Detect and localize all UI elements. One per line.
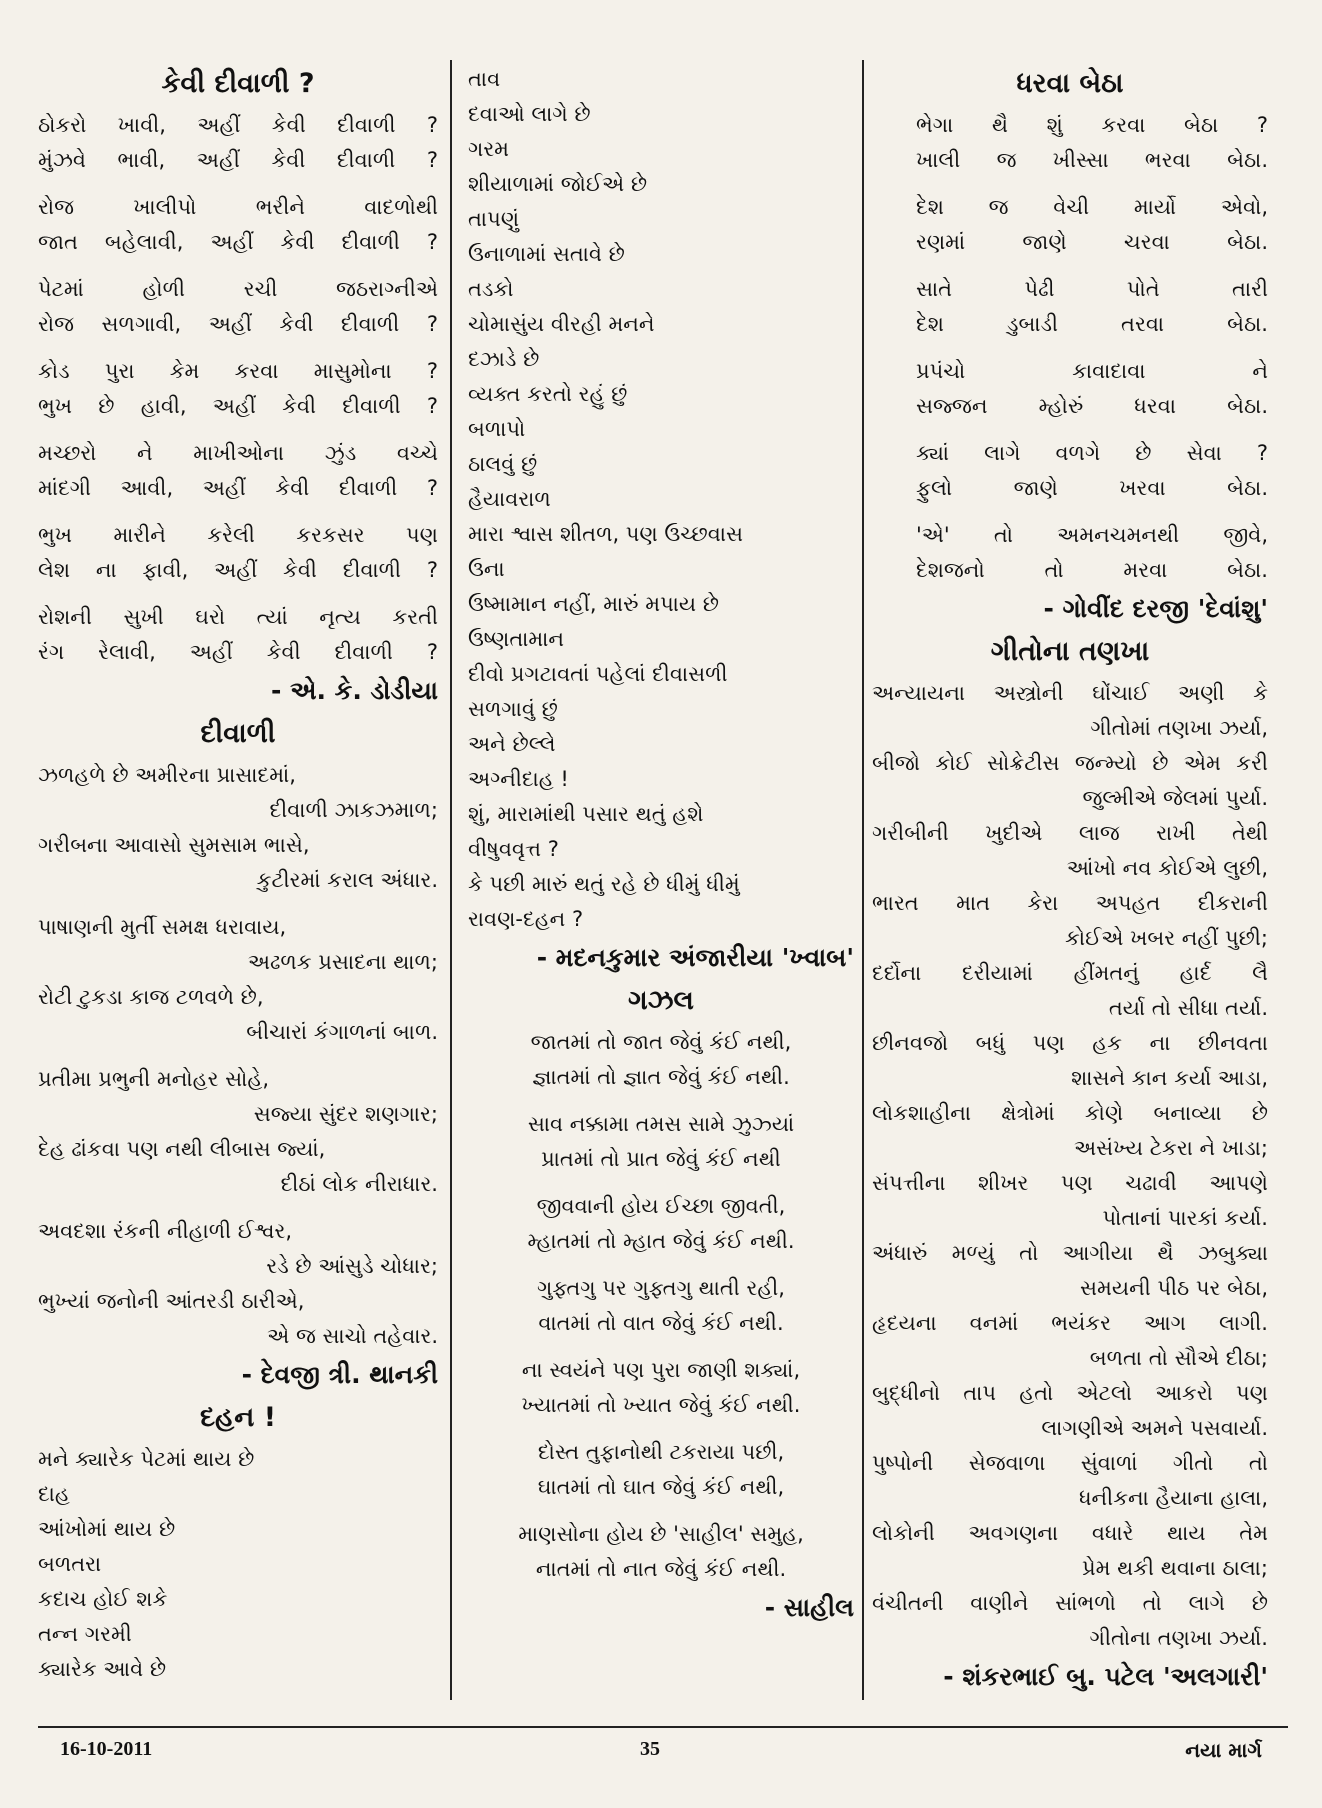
poem-line: શું, મારામાંથી પસાર થતું હશે <box>468 802 704 826</box>
poem-line: વાતમાં તો વાત જેવું કંઈ નથી. <box>538 1311 784 1335</box>
poem-line: બળતરા <box>38 1552 102 1576</box>
poem <box>872 636 1268 1692</box>
poem <box>38 718 438 1390</box>
poem-author: - સાહીલ <box>764 1593 854 1622</box>
poem-line: ઘાતમાં તો ઘાત જેવું કંઈ નથી, <box>537 1475 785 1499</box>
poem-line: અન્યાયના અસ્ત્રોની ઘોંચાઈ અણી કે <box>872 681 1268 705</box>
poem-line: ઉનાળામાં સતાવે છે <box>468 242 625 266</box>
poem-line: મારા શ્વાસ શીતળ, પણ ઉચ્છવાસ <box>468 522 744 546</box>
poem-line: દવાઓ લાગે છે <box>468 102 591 126</box>
poem-line: પુષ્પોની સેજવાળા સુંવાળાં ગીતો તો <box>872 1451 1268 1475</box>
poem-line: મચ્છરો ને માખીઓના ઝુંડ વચ્ચે <box>38 441 438 465</box>
poem-line: બળતા તો સૌએ દીઠા; <box>1089 1346 1268 1370</box>
poem-line: સળગાવું છું <box>468 697 558 721</box>
poem <box>468 62 854 973</box>
poem-line: ગરીબીની ખુદીએ લાજ રાખી તેથી <box>872 821 1268 845</box>
poem-line: બીચારાં કંગાળનાં બાળ. <box>246 1020 438 1044</box>
poem-line: રંગ રેલાવી, અહીં કેવી દીવાળી ? <box>38 640 438 664</box>
poem-line: જુલ્મીએ જેલમાં પુર્યા. <box>1082 786 1268 810</box>
poem-line: દોસ્ત તુફાનોથી ટકરાયા પછી, <box>537 1440 785 1464</box>
poem-line: સમયની પીઠ પર બેઠા, <box>1080 1276 1268 1300</box>
poem-line: રડે છે આંસુડે ચોધાર; <box>266 1254 438 1278</box>
poem-line: ગીતોમાં તણખા ઝર્યા, <box>1090 716 1268 740</box>
poem-line: અઢળક પ્રસાદના થાળ; <box>247 950 438 974</box>
poem-line: બળાપો <box>468 417 526 441</box>
poem-line: કોડ પુરા કેમ કરવા માસુમોના ? <box>38 359 438 383</box>
poem-line: ભુખ મારીને કરેલી કરકસર પણ <box>38 523 438 547</box>
poem-line: દીવો પ્રગટાવતાં પહેલાં દીવાસળી <box>468 662 728 686</box>
column-2 <box>468 62 854 1635</box>
footer-divider <box>38 1726 1288 1728</box>
poem-line: એ જ સાચો તહેવાર. <box>267 1324 438 1348</box>
poem <box>38 68 438 706</box>
poem-title: કેવી દીવાળી ? <box>161 68 315 99</box>
poem-line: ધનીકના હૈયાના હાલા, <box>1078 1486 1268 1510</box>
poem-line: તાપણું <box>468 207 520 231</box>
poem-line: રોજ સળગાવી, અહીં કેવી દીવાળી ? <box>38 312 438 336</box>
poem <box>468 985 854 1623</box>
page-number: 35 <box>640 1738 660 1760</box>
poem-line: સજ્યા સુંદર શણગાર; <box>253 1102 438 1126</box>
poem-line: ભેગા થૈ શું કરવા બેઠા ? <box>916 113 1268 137</box>
poem-line: મુંઝવે ભાવી, અહીં કેવી દીવાળી ? <box>38 148 438 172</box>
poem-author: - દેવજી ત્રી. થાનકી <box>241 1360 438 1389</box>
magazine-name: નયા માર્ગ <box>1185 1738 1262 1762</box>
column-3 <box>872 62 1268 1704</box>
poem-line: અંધારું મળ્યું તો આગીયા થૈ ઝબુક્યા <box>872 1241 1268 1265</box>
poem-line: ભુખ્યાં જનોની આંતરડી ઠારીએ, <box>38 1289 305 1313</box>
poem-line: ઝળહળે છે અમીરના પ્રાસાદમાં, <box>38 763 296 787</box>
poem-line: પ્રેમ થકી થવાના ઠાલા; <box>1081 1556 1268 1580</box>
poem-line: કુટીરમાં કરાલ અંધાર. <box>256 868 438 892</box>
poem-line: ભારત માત કેરા અપહત દીકરાની <box>872 891 1268 915</box>
poem-title: દીવાળી <box>200 718 276 749</box>
poem-line: રાવણ-દહન ? <box>468 907 584 931</box>
poem-line: મ્હાતમાં તો મ્હાત જેવું કંઈ નથી. <box>527 1229 795 1253</box>
poem-line: લોકશાહીના ક્ષેત્રોમાં કોણે બનાવ્યા છે <box>872 1101 1268 1125</box>
poem-line: દેશ ડુબાડી તરવા બેઠા. <box>916 312 1268 336</box>
poem-line: ફુલો જાણે ખરવા બેઠા. <box>916 476 1268 500</box>
poem-line: સજ્જન મ્હોરું ધરવા બેઠા. <box>916 394 1268 418</box>
poem-line: દઝાડે છે <box>468 347 540 371</box>
poem-line: પ્રપંચો કાવાદાવા ને <box>916 359 1268 383</box>
poem-title: ધરવા બેઠા <box>1016 68 1124 99</box>
poem-line: પ્રાતમાં તો પ્રાત જેવું કંઈ નથી <box>541 1147 781 1171</box>
poem-line: વંચીતની વાણીને સાંભળો તો લાગે છે <box>872 1591 1268 1615</box>
poem-line: હૃદયના વનમાં ભયંકર આગ લાગી. <box>872 1311 1268 1335</box>
poem-title: ગીતોના તણખા <box>990 636 1150 667</box>
poem-line: ગીતોના તણખા ઝર્યા. <box>1089 1626 1268 1650</box>
poem-line: અવદશા રંકની નીહાળી ઈશ્વર, <box>38 1219 293 1243</box>
poem-line: ના સ્વયંને પણ પુરા જાણી શક્યાં, <box>521 1358 801 1382</box>
issue-date: 16-10-2011 <box>60 1738 153 1760</box>
poem-line: ક્યારેક આવે છે <box>38 1657 167 1681</box>
poem-line: અસંખ્ય ટેકરા ને ખાડા; <box>1074 1136 1268 1160</box>
poem-line: જાતમાં તો જાત જેવું કંઈ નથી, <box>530 1030 792 1054</box>
poem-line: દેહ ઢાંકવા પણ નથી લીબાસ જ્યાં, <box>38 1137 326 1161</box>
column-1 <box>38 62 438 1687</box>
poem-line: સાતે પેઢી પોતે તારી <box>916 277 1268 301</box>
poem-line: દર્દોના દરીયામાં હીંમતનું હાર્દ લૈ <box>872 961 1268 985</box>
poem-line: ઉષ્મામાન નહીં, મારું મપાય છે <box>468 592 719 616</box>
poem-line: માંદગી આવી, અહીં કેવી દીવાળી ? <box>38 476 438 500</box>
poem-line: ક્યાં લાગે વળગે છે સેવા ? <box>916 441 1268 465</box>
poem-line: ચોમાસુંય વીરહી મનને <box>468 312 655 336</box>
poem-line: દેશ જ વેચી માર્યો એવો, <box>916 195 1268 219</box>
poem-line: ઠાલવું છું <box>468 452 538 476</box>
poem-line: પાષાણની મુર્તી સમક્ષ ધરાવાય, <box>38 915 287 939</box>
poem-line: તર્યા તો સીધા તર્યા. <box>1108 996 1268 1020</box>
poem-line: તડકો <box>468 277 514 301</box>
poem-line: જ્ઞાતમાં તો જ્ઞાત જેવું કંઈ નથી. <box>532 1065 790 1089</box>
poem-line: દીઠાં લોક નીરાધાર. <box>280 1172 438 1196</box>
poem-line: બીજો કોઈ સોક્રેટીસ જન્મ્યો છે એમ કરી <box>872 751 1268 775</box>
poem-author: - શંકરભાઈ બુ. પટેલ 'અલગારી' <box>943 1662 1268 1691</box>
poem-title: દહન ! <box>199 1402 277 1433</box>
poem-line: અગ્નીદાહ ! <box>468 767 569 791</box>
poem-line: વીષુવવૃત્ત ? <box>468 837 559 861</box>
poem-line: પેટમાં હોળી રચી જઠરાગ્નીએ <box>38 277 438 301</box>
poem-line: માણસોના હોય છે 'સાહીલ' સમુહ, <box>518 1522 804 1546</box>
poem-line: રોટી ટુકડા કાજ ટળવળે છે, <box>38 985 264 1009</box>
poem-line: વ્યક્ત કરતો રહું છું <box>468 382 628 406</box>
poem-line: રોશની સુખી ઘરો ત્યાં નૃત્ય કરતી <box>38 605 438 629</box>
poem-line: છીનવજો બધું પણ હક ના છીનવતા <box>872 1031 1268 1055</box>
poem-line: તાવ <box>468 67 501 91</box>
poem-author: - ગોવીંદ દરજી 'દેવાંશુ' <box>1043 594 1268 623</box>
column-divider <box>450 60 452 1700</box>
poem-line: ગરીબના આવાસો સુમસામ ભાસે, <box>38 833 310 857</box>
poem-line: રણમાં જાણે ચરવા બેઠા. <box>916 230 1268 254</box>
poem-line: ગુફ્તગુ પર ગુફ્તગુ થાતી રહી, <box>537 1276 785 1300</box>
poem-line: ઠોકરો ખાવી, અહીં કેવી દીવાળી ? <box>38 113 438 137</box>
poem-line: દીવાળી ઝાકઝમાળ; <box>269 798 438 822</box>
column-divider <box>862 60 864 1700</box>
poem-line: પ્રતીમા પ્રભુની મનોહર સોહે, <box>38 1067 270 1091</box>
poem-line: કોઈએ ખબર નહીં પુછી; <box>1065 926 1268 950</box>
poem-author: - મદનકુમાર અંજારીયા 'ખ્વાબ' <box>536 943 854 972</box>
poem-line: દેશજનો તો મરવા બેઠા. <box>916 558 1268 582</box>
poem-line: જાત બહેલાવી, અહીં કેવી દીવાળી ? <box>38 230 438 254</box>
poem-line: ભુખ છે હાવી, અહીં કેવી દીવાળી ? <box>38 394 438 418</box>
poem-line: સંપત્તીના શીખર પણ ચઢાવી આપણે <box>872 1171 1268 1195</box>
poem-line: તન્ન ગરમી <box>38 1622 132 1646</box>
poem-line: ઉષ્ણતામાન <box>468 627 565 651</box>
poem-line: બુદ્ધીનો તાપ હતો એટલો આકરો પણ <box>872 1381 1268 1405</box>
poem <box>38 1402 438 1687</box>
poem-line: ગરમ <box>468 137 510 161</box>
poem-line: જીવવાની હોય ઈચ્છા જીવતી, <box>536 1194 786 1218</box>
poem-line: લેશ ના ફાવી, અહીં કેવી દીવાળી ? <box>38 558 438 582</box>
poem-line: 'એ' તો અમનચમનથી જીવે, <box>916 523 1268 547</box>
poem-line: લોકોની અવગણના વધારે થાય તેમ <box>872 1521 1268 1545</box>
poem-line: મને ક્યારેક પેટમાં થાય છે <box>38 1447 255 1471</box>
poem-line: હૈયાવરાળ <box>468 487 551 511</box>
poem-line: પોતાનાં પારકાં કર્યા. <box>1102 1206 1268 1230</box>
poem-line: શીયાળામાં જોઈએ છે <box>468 172 648 196</box>
poem-line: સાવ નક્કામા તમસ સામે ઝુઝ્યાં <box>527 1112 795 1136</box>
poem-line: આંખો નવ કોઈએ લુછી, <box>1066 856 1268 880</box>
poem <box>872 68 1268 624</box>
poem-title: ગઝલ <box>628 985 694 1016</box>
poem-line: નાતમાં તો નાત જેવું કંઈ નથી. <box>535 1557 787 1581</box>
poem-line: આંખોમાં થાય છે <box>38 1517 176 1541</box>
poem-line: કે પછી મારું થતું રહે છે ધીમું ધીમું <box>468 872 740 896</box>
poem-line: ખ્યાતમાં તો ખ્યાત જેવું કંઈ નથી. <box>521 1393 801 1417</box>
poem-line: શાસને કાન કર્યા આડા, <box>1071 1066 1268 1090</box>
poem-line: દાહ <box>38 1482 70 1506</box>
poem-author: - એ. કે. ડોડીયા <box>271 676 438 705</box>
poem-line: કદાચ હોઈ શકે <box>38 1587 168 1611</box>
poem-line: ઉના <box>468 557 505 581</box>
poem-line: ખાલી જ ખીસ્સા ભરવા બેઠા. <box>916 148 1268 172</box>
poem-line: રોજ ખાલીપો ભરીને વાદળોથી <box>38 195 438 219</box>
poem-line: લાગણીએ અમને પસવાર્યા. <box>1041 1416 1268 1440</box>
poem-line: અને છેલ્લે <box>468 732 556 756</box>
